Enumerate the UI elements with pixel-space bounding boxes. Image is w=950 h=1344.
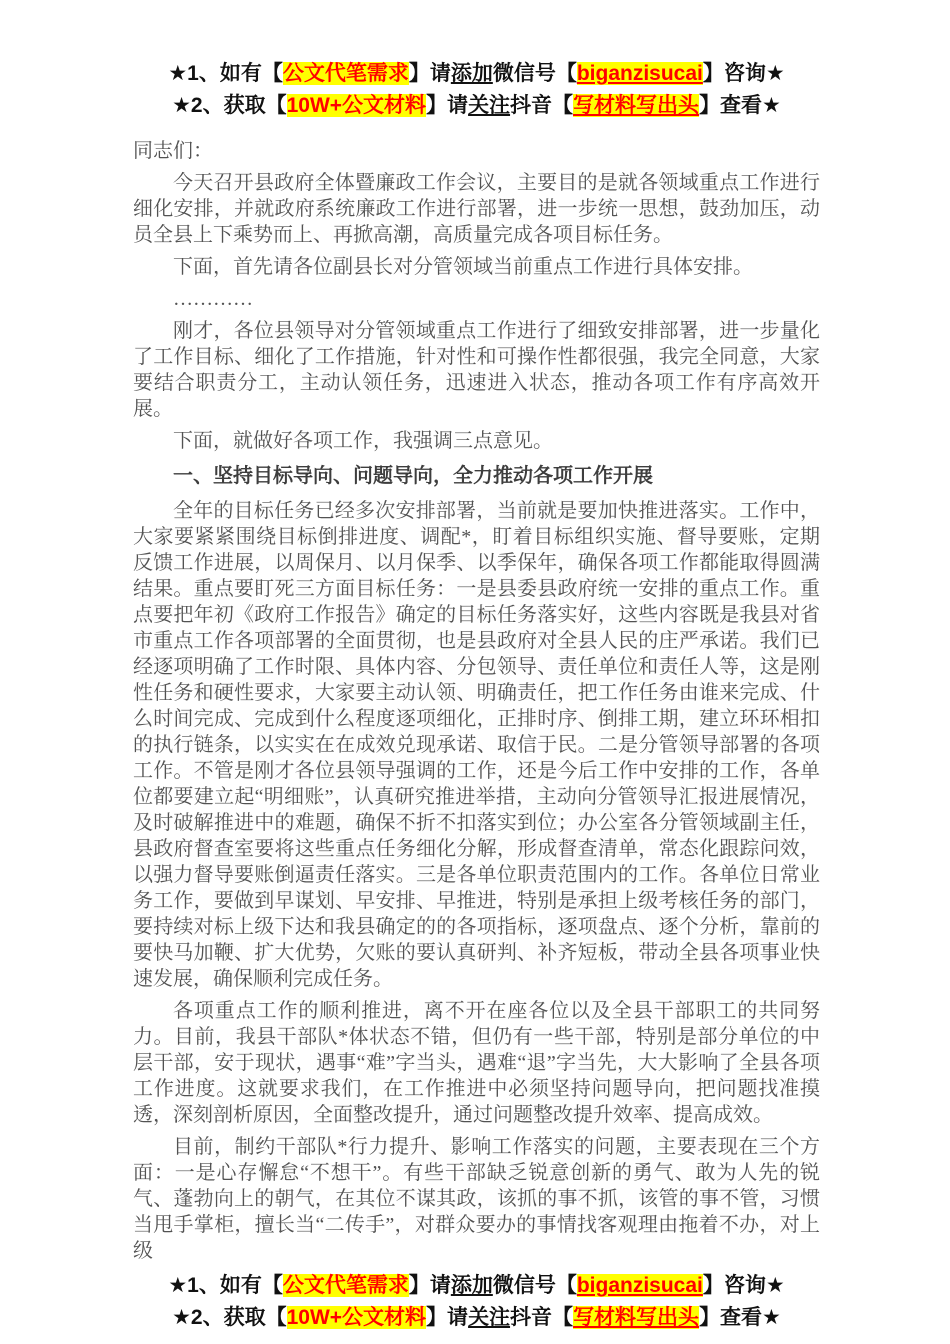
promo-footer bbox=[133, 1270, 820, 1344]
salutation: 同志们： bbox=[133, 140, 213, 162]
promo-text: 】请 bbox=[408, 1274, 451, 1297]
promo-header bbox=[133, 58, 820, 122]
promo-text: 】查看★ bbox=[699, 94, 781, 117]
promo-highlight-materials: 10W+公文材料 bbox=[286, 94, 427, 117]
paragraph-ellipsis: ………… bbox=[173, 288, 253, 310]
promo-header-line-2 bbox=[133, 90, 820, 122]
promo-text: ★1、如有【 bbox=[168, 62, 283, 85]
promo-douyin-id: 写材料写出头 bbox=[573, 94, 700, 117]
promo-text: ★2、获取【 bbox=[172, 94, 287, 117]
paragraph-transition: 下面，就做好各项工作，我强调三点意见。 bbox=[173, 430, 553, 452]
promo-text: 】咨询★ bbox=[702, 1274, 785, 1297]
promo-text: 】请 bbox=[426, 94, 469, 117]
promo-text: 微信号【 bbox=[492, 1274, 577, 1297]
promo-highlight-service: 公文代笔需求 bbox=[282, 1274, 409, 1297]
promo-underline-follow: 关注 bbox=[468, 94, 511, 117]
paragraph-summary: 刚才，各位县领导对分管领域重点工作进行了细致安排部署，进一步量化了工作目标、细化了工作措施，针对性和可操作性都很强，我完全同意，大家要结合职责分工，主动认领任务，迅速进入状态，推动各项工作有序高效开展。 bbox=[133, 320, 820, 420]
promo-footer-line-1 bbox=[133, 1270, 820, 1302]
promo-wechat-id: biganzisucai bbox=[576, 62, 703, 85]
section-heading-1: 一、坚持目标导向、问题导向，全力推动各项工作开展 bbox=[173, 465, 653, 487]
promo-wechat-id: biganzisucai bbox=[576, 1274, 703, 1297]
document-body bbox=[133, 128, 820, 1270]
promo-text: 】请 bbox=[408, 62, 451, 85]
promo-highlight-materials: 10W+公文材料 bbox=[286, 1306, 427, 1329]
promo-text: 抖音【 bbox=[510, 94, 574, 117]
promo-text: 】请 bbox=[426, 1306, 469, 1329]
paragraph-handover: 下面，首先请各位副县长对分管领域当前重点工作进行具体安排。 bbox=[173, 256, 753, 278]
promo-text: ★2、获取【 bbox=[172, 1306, 287, 1329]
promo-text: 抖音【 bbox=[510, 1306, 574, 1329]
promo-underline-add: 添加 bbox=[450, 62, 493, 85]
promo-text: 微信号【 bbox=[492, 62, 577, 85]
promo-text: 】咨询★ bbox=[702, 62, 785, 85]
promo-footer-line-2 bbox=[133, 1302, 820, 1334]
promo-douyin-id: 写材料写出头 bbox=[573, 1306, 700, 1329]
promo-text: ★1、如有【 bbox=[168, 1274, 283, 1297]
paragraph-cadre-status: 各项重点工作的顺利推进，离不开在座各位以及全县干部职工的共同努力。目前，我县干部队*体状态不错，但仍有一些干部，特别是部分单位的中层干部，安于现状，遇事“难”字当头，遇难“退”字当先，大大影响了全县各项工作进度。这就要求我们，在工作推进中必须坚持问题导向，把问题找准摸透，深刻剖析原因，全面整改提升，通过问题整改提升效率、提高成效。 bbox=[133, 1000, 820, 1126]
promo-underline-add: 添加 bbox=[450, 1274, 493, 1297]
promo-header-line-1 bbox=[133, 58, 820, 90]
paragraph-three-problems: 目前，制约干部队*行力提升、影响工作落实的问题，主要表现在三个方面：一是心存懈怠“不想干”。有些干部缺乏锐意创新的勇气、敢为人先的锐气、蓬勃向上的朝气，在其位不谋其政，该抓的事不抓，该管的事不管，习惯当甩手掌柜，擅长当“二传手”，对群众要办的事情找客观理由拖着不办，对上级 bbox=[133, 1136, 820, 1262]
promo-highlight-service: 公文代笔需求 bbox=[282, 62, 409, 85]
paragraph-intro: 今天召开县政府全体暨廉政工作会议，主要目的是就各领域重点工作进行细化安排，并就政府系统廉政工作进行部署，进一步统一思想，鼓劲加压，动员全县上下乘势而上、再掀高潮，高质量完成各项目标任务。 bbox=[133, 172, 820, 246]
paragraph-section1-tasks: 全年的目标任务已经多次安排部署，当前就是要加快推进落实。工作中，大家要紧紧围绕目标倒排进度、调配*，盯着目标组织实施、督导要账，定期反馈工作进展，以周保月、以月保季、以季保年，确保各项工作都能取得圆满结果。重点要盯死三方面目标任务：一是县委县政府统一安排的重点工作。重点要把年初《政府工作报告》确定的目标任务落实好，这些内容既是我县对省市重点工作各项部署的全面贯彻，也是县政府对全县人民的庄严承诺。我们已经逐项明确了工作时限、具体内容、分包领导、责任单位和责任人等，这是刚性任务和硬性要求，大家要主动认领、明确责任，把工作任务由谁来完成、什么时间完成、完成到什么程度逐项细化，正排时序、倒排工期，建立环环相扣的执行链条，以实实在在成效兑现承诺、取信于民。二是分管领导部署的各项工作。不管是刚才各位县领导强调的工作，还是今后工作中安排的工作，各单位都要建立起“明细账”，认真研究推进举措，主动向分管领导汇报进展情况，及时破解推进中的难题，确保不折不扣落实到位；办公室各分管领域副主任，县政府督查室要将这些重点任务细化分解，形成督查清单，常态化跟踪问效，以强力督导要账倒逼责任落实。三是各单位职责范围内的工作。各单位日常业务工作，要做到早谋划、早安排、早推进，特别是承担上级考核任务的部门，要持续对标上级下达和我县确定的的各项指标，逐项盘点、逐个分析，靠前的要快马加鞭、扩大优势，欠账的要认真研判、补齐短板，带动全县各项事业快速发展，确保顺利完成任务。 bbox=[133, 500, 820, 990]
promo-text: 】查看★ bbox=[699, 1306, 781, 1329]
promo-underline-follow: 关注 bbox=[468, 1306, 511, 1329]
